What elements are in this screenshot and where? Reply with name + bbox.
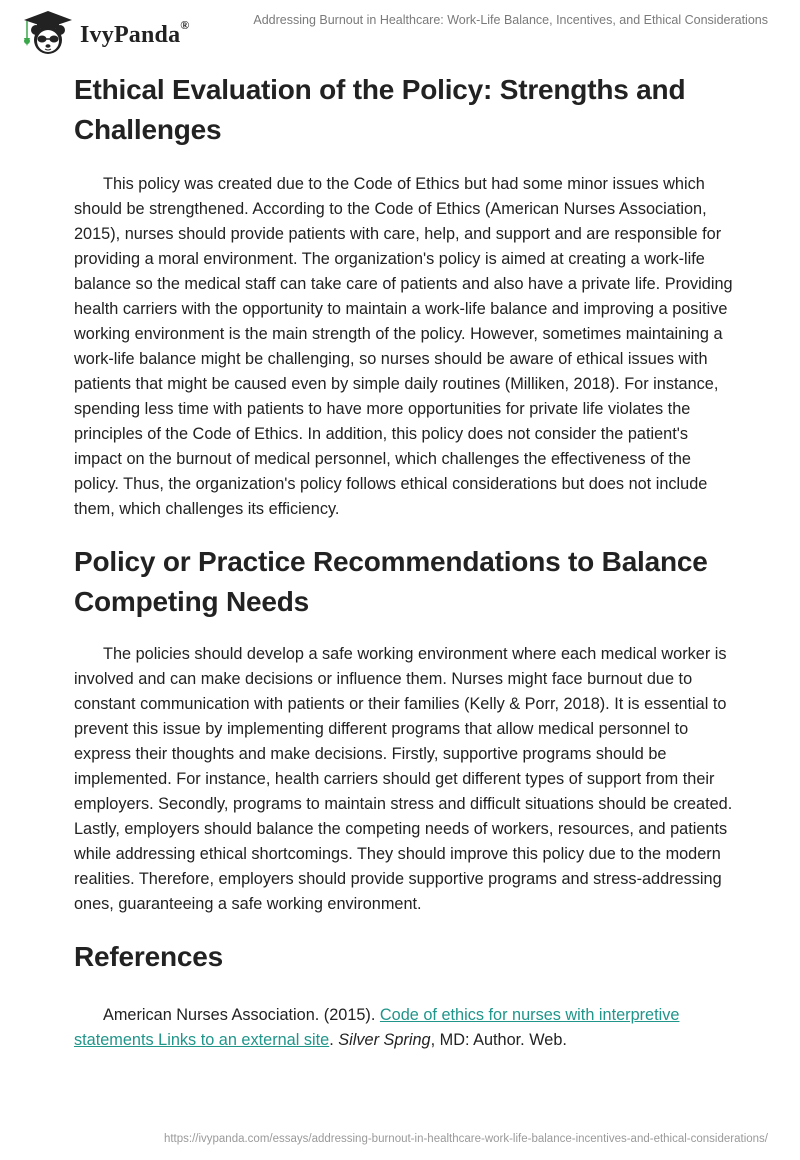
document-title: Addressing Burnout in Healthcare: Work-Life Balance, Incentives, and Ethical Considerations bbox=[253, 13, 768, 27]
reference-separator: . bbox=[329, 1031, 339, 1049]
reference-publisher: , MD: Author. Web. bbox=[430, 1031, 567, 1049]
reference-link[interactable]: Code of ethics for nurses with interpretive statements Links to an external site bbox=[74, 1006, 680, 1049]
reference-author-year: American Nurses Association. (2015). bbox=[103, 1006, 380, 1024]
footer-url[interactable]: https://ivypanda.com/essays/addressing-burnout-in-healthcare-work-life-balance-incentives-and-ethical-considerations/ bbox=[163, 1133, 768, 1145]
page-header bbox=[0, 0, 800, 60]
logo-text: IvyPanda® bbox=[80, 17, 190, 48]
ivypanda-logo[interactable] bbox=[18, 8, 189, 56]
section-heading-recommendations: Policy or Practice Recommendations to Balance Competing Needs bbox=[74, 546, 708, 617]
section-paragraph-recommendations: The policies should develop a safe working environment where each medical worker is involved and can make decisions or influence them. Nurses might face burnout due to constant communication with patients or their families (Kelly & Porr, 2018). It is essential to prevent this issue by implementing different programs that allow medical personnel to express their thoughts and make decisions. Firstly, supportive programs should be implemented. For instance, health carriers should get different types of support from their employers. Secondly, programs to maintain stress and difficult situations should be created. Lastly, employers should balance the competing needs of workers, resources, and patients while addressing ethical shortcomings. They should improve this policy due to the modern realities. Therefore, employers should provide supportive programs and stress-addressing ones, guaranteeing a safe working environment. bbox=[74, 645, 733, 913]
section-heading-references: References bbox=[74, 941, 223, 972]
panda-graduate-icon bbox=[18, 8, 76, 56]
section-heading-ethical-evaluation: Ethical Evaluation of the Policy: Strengths and Challenges bbox=[74, 74, 686, 145]
section-paragraph-ethical-evaluation: This policy was created due to the Code of Ethics but had some minor issues which should be strengthened. According to the Code of Ethics (American Nurses Association, 2015), nurses should provide patients with care, help, and support and are responsible for providing a moral environment. The organization's policy is aimed at creating a work-life balance so the medical staff can take care of patients and also have a private life. Providing health carriers with the opportunity to maintain a work-life balance and improving a positive working environment is the main strength of the policy. However, sometimes maintaining a work-life balance might be challenging, so nurses should be aware of ethical issues with patients that might be caused even by simple daily routines (Milliken, 2018). For instance, spending less time with patients to have more opportunities for private life violates the principles of the Code of Ethics. In addition, this policy does not consider the patient's impact on the burnout of medical personnel, which challenges the effectiveness of the policy. Thus, the organization's policy follows ethical considerations but does not include them, which challenges its efficiency. bbox=[74, 175, 733, 518]
reference-entry bbox=[74, 1003, 734, 1053]
article-content bbox=[74, 70, 734, 1053]
reference-place-italic: Silver Spring bbox=[338, 1031, 431, 1049]
